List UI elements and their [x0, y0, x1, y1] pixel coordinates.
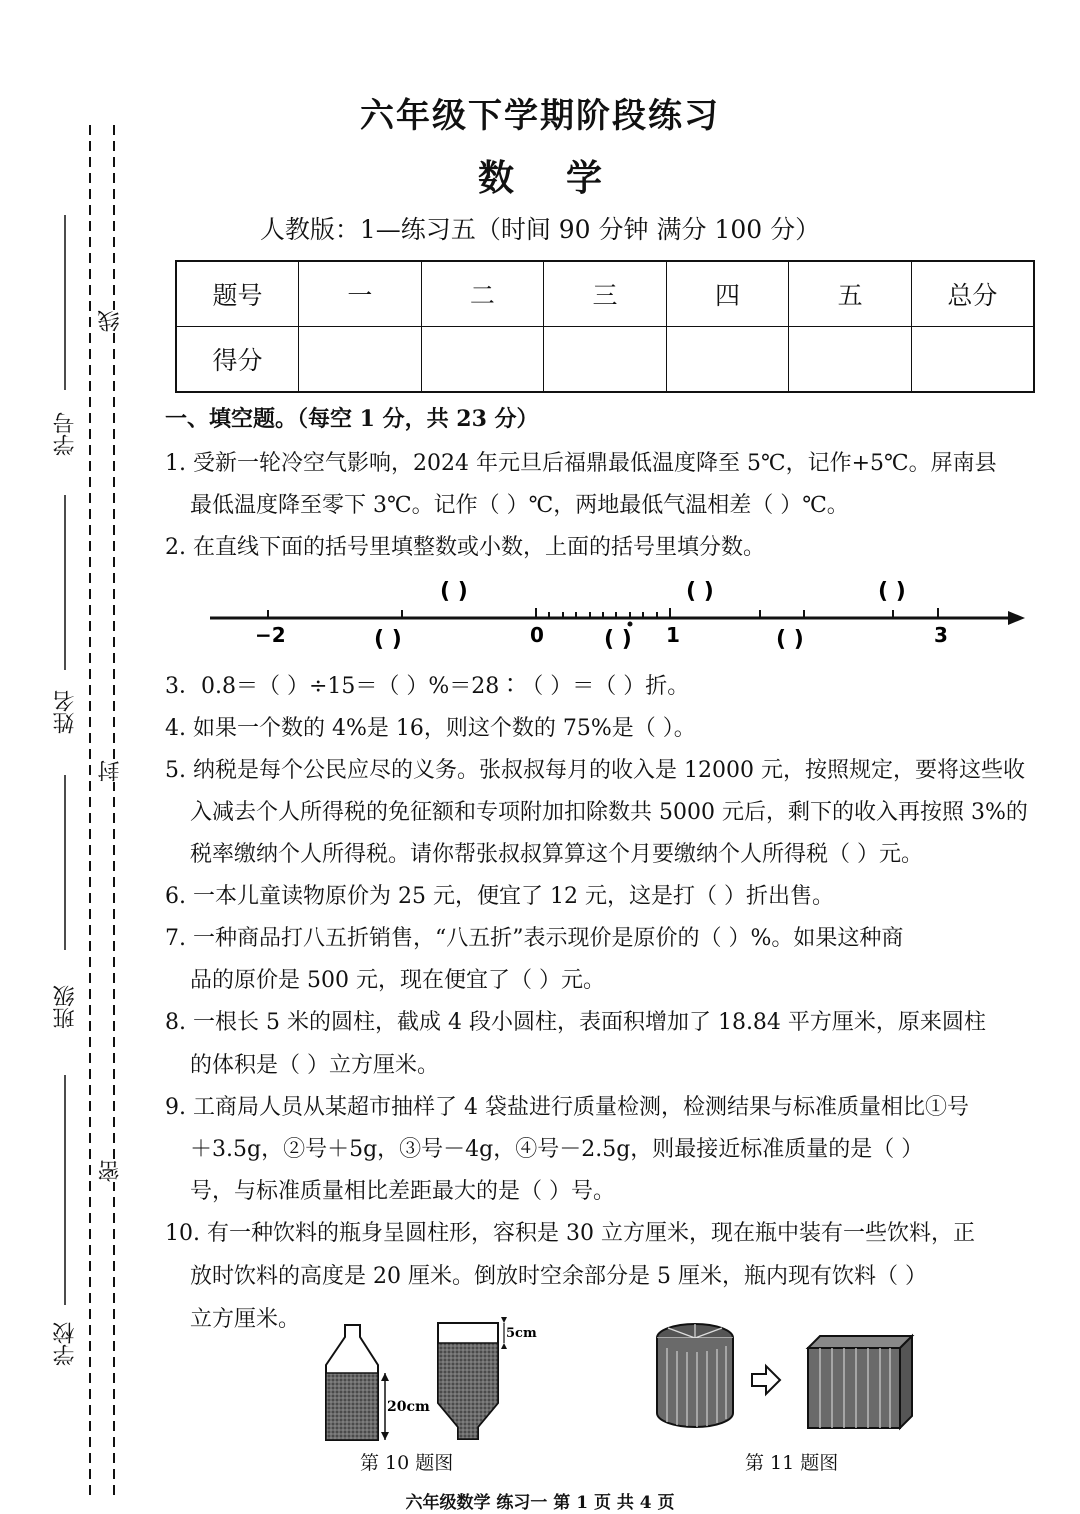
binding-fill-lines: [60, 215, 70, 1335]
number-line-label-1: 1: [666, 623, 680, 647]
score-cell-5: 五: [789, 261, 912, 327]
question-7-line-1: 7. 一种商品打八五折销售，“八五折”表示现价是原价的（ ）%。如果这种商: [165, 926, 904, 951]
school-label: 学校: [53, 1322, 78, 1366]
score-cell-label: 题号: [176, 261, 299, 327]
question-9-line-2: ＋3.5g，②号＋5g，③号－4g，④号－2.5g，则最接近标准质量的是（ ）: [190, 1137, 924, 1162]
number-line-label-neg2: −2: [255, 623, 286, 647]
question-1-line-1: 1. 受新一轮冷空气影响，2024 年元旦后福鼎最低温度降至 5℃，记作+5℃。屏南县: [165, 451, 997, 476]
question-8-line-2: 的体积是（ ）立方厘米。: [190, 1053, 439, 1078]
figure-11-caption: 第 11 题图: [745, 1452, 839, 1474]
fig10-height-label: 20cm: [387, 1399, 430, 1415]
question-10-line-1: 10. 有一种饮料的瓶身呈圆柱形，容积是 30 立方厘米，现在瓶中装有一些饮料，正: [165, 1221, 975, 1246]
score-cell-1: 一: [299, 261, 422, 327]
score-table-header-row: [176, 261, 1034, 327]
score-cell-total: 总分: [911, 261, 1034, 327]
number-line: [200, 570, 1040, 660]
figure-10-bottles: [320, 1315, 550, 1450]
fig10-gap-label: 5cm: [506, 1326, 537, 1341]
subject-char-1: 数: [477, 157, 514, 199]
score-cell-3: 三: [544, 261, 667, 327]
subject-title: [0, 150, 1080, 201]
score-row-label: 得分: [176, 327, 299, 393]
score-cell-4: 四: [666, 261, 789, 327]
bracket-below-1[interactable]: ( ): [374, 627, 402, 652]
question-2: 2. 在直线下面的括号里填整数或小数，上面的括号里填分数。: [165, 535, 765, 560]
subject-char-2: 学: [566, 157, 603, 199]
score-input-total[interactable]: [911, 327, 1034, 393]
score-input-4[interactable]: [666, 327, 789, 393]
score-input-2[interactable]: [421, 327, 544, 393]
question-7-line-2: 品的原价是 500 元，现在便宜了（ ）元。: [190, 968, 605, 993]
question-6: 6. 一本儿童读物原价为 25 元，便宜了 12 元，这是打（ ）折出售。: [165, 884, 834, 909]
section-heading: 一、填空题。（每空 1 分，共 23 分）: [165, 406, 539, 432]
class-label: 班级: [53, 985, 78, 1029]
question-4: 4. 如果一个数的 4%是 16，则这个数的 75%是（ ）。: [165, 716, 696, 741]
binding-line-mark: 线: [95, 310, 126, 332]
bracket-below-2[interactable]: ( ): [604, 627, 632, 652]
question-8-line-1: 8. 一根长 5 米的圆柱，截成 4 段小圆柱，表面积增加了 18.84 平方厘米，原来圆柱: [165, 1010, 986, 1035]
name-label: 姓名: [53, 690, 78, 734]
binding-seal-mark: 封: [95, 760, 126, 782]
question-10-line-2: 放时饮料的高度是 20 厘米。倒放时空余部分是 5 厘米，瓶内现有饮料（ ）: [190, 1264, 927, 1289]
question-3: 3．0.8＝（ ）÷15＝（ ）%＝28∶（ ）＝（ ）折。: [165, 674, 690, 699]
bracket-above-3[interactable]: ( ): [878, 579, 906, 604]
number-line-label-0: 0: [530, 623, 544, 647]
question-1-line-2: 最低温度降至零下 3℃。记作（ ）℃，两地最低气温相差（ ）℃。: [190, 493, 849, 518]
number-line-label-3: 3: [934, 623, 948, 647]
score-cell-2: 二: [421, 261, 544, 327]
student-id-label: 学号: [53, 412, 78, 456]
bracket-above-1[interactable]: ( ): [440, 579, 468, 604]
binding-secret-mark: 密: [95, 1160, 126, 1182]
subtitle: 人教版：1—练习五（时间 90 分钟 满分 100 分）: [259, 215, 821, 244]
page-footer: 六年级数学 练习一 第 1 页 共 4 页: [405, 1493, 675, 1513]
question-10-line-3: 立方厘米。: [190, 1307, 301, 1332]
score-input-3[interactable]: [544, 327, 667, 393]
question-5-line-1: 5. 纳税是每个公民应尽的义务。张叔叔每月的收入是 12000 元，按照规定，要将这些收: [165, 758, 1025, 783]
question-9-line-1: 9. 工商局人员从某超市抽样了 4 袋盐进行质量检测，检测结果与标准质量相比①号: [165, 1095, 969, 1120]
bracket-below-3[interactable]: ( ): [776, 627, 804, 652]
score-table: [175, 260, 1035, 393]
question-9-line-3: 号，与标准质量相比差距最大的是（ ）号。: [190, 1179, 615, 1204]
score-input-5[interactable]: [789, 327, 912, 393]
page-title: 六年级下学期阶段练习: [360, 96, 720, 136]
bracket-above-2[interactable]: ( ): [686, 579, 714, 604]
score-input-1[interactable]: [299, 327, 422, 393]
question-5-line-2: 入减去个人所得税的免征额和专项附加扣除数共 5000 元后，剩下的收入再按照 3%的: [190, 800, 1028, 825]
question-5-line-3: 税率缴纳个人所得税。请你帮张叔叔算算这个月要缴纳个人所得税（ ）元。: [190, 842, 923, 867]
transform-arrow-icon: [752, 1366, 780, 1394]
figure-10-caption: 第 10 题图: [360, 1452, 454, 1474]
figure-11-cylinder: [650, 1318, 930, 1438]
score-table-score-row: [176, 327, 1034, 393]
